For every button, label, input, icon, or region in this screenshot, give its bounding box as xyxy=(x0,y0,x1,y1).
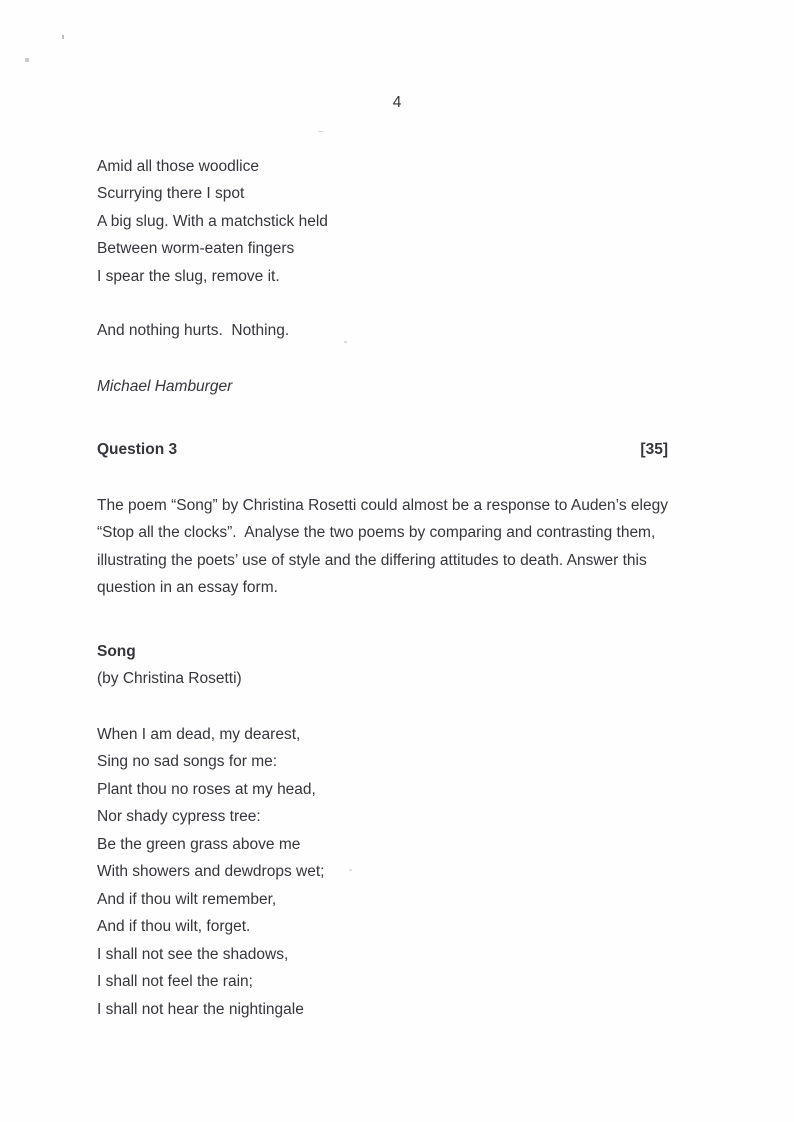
poem-line: Amid all those woodlice xyxy=(97,157,259,175)
question-text-line: “Stop all the clocks”. Analyse the two poems by comparing and contrasting them, xyxy=(97,524,656,541)
poem-line: A big slug. With a matchstick held xyxy=(97,212,328,230)
poem-line: And if thou wilt remember, xyxy=(97,890,277,908)
poem-line: Nor shady cypress tree: xyxy=(97,808,261,825)
question-label: Question 3 xyxy=(97,441,178,458)
poem-line: I shall not feel the rain; xyxy=(97,973,253,990)
poem-line: And if thou wilt, forget. xyxy=(97,918,251,935)
poem-line: Scurrying there I spot xyxy=(97,185,245,202)
question-text-line: The poem “Song” by Christina Rosetti could almost be a response to Auden’s elegy xyxy=(97,496,668,514)
question-text-line: question in an essay form. xyxy=(97,579,278,596)
page-content xyxy=(0,89,690,1023)
song-title: Song xyxy=(97,642,136,660)
scan-artifact-speck xyxy=(344,341,347,343)
page-number: 4 xyxy=(392,94,402,111)
scan-artifact-speck xyxy=(349,869,352,871)
poem-line: Between worm-eaten fingers xyxy=(97,240,295,257)
poem-line: Be the green grass above me xyxy=(97,835,301,853)
poem-excerpt-stanza xyxy=(97,153,690,291)
song-poem xyxy=(97,721,690,1024)
question-text-line: illustrating the poets’ use of style and the differing attitudes to death. Answer this xyxy=(97,551,647,569)
poem-line: I shall not hear the nightingale xyxy=(97,1000,304,1018)
scan-artifact-speck xyxy=(62,35,64,39)
poem-closing-line: And nothing hurts. Nothing. xyxy=(97,322,290,339)
song-heading xyxy=(97,638,690,693)
poem-line: With showers and dewdrops wet; xyxy=(97,863,325,880)
poem-line: Sing no sad songs for me: xyxy=(97,753,278,770)
question-text xyxy=(97,492,690,602)
poem-line: I spear the slug, remove it. xyxy=(97,267,280,285)
poem-line: I shall not see the shadows, xyxy=(97,945,289,963)
poem-author: Michael Hamburger xyxy=(97,377,233,395)
poem-line: When I am dead, my dearest, xyxy=(97,725,301,743)
question-header xyxy=(97,436,668,464)
song-byline: (by Christina Rosetti) xyxy=(97,670,242,687)
scan-artifact-speck xyxy=(25,58,29,62)
scan-artifact-speck xyxy=(318,131,323,132)
poem-line: Plant thou no roses at my head, xyxy=(97,780,316,798)
question-marks: [35] xyxy=(640,441,668,458)
